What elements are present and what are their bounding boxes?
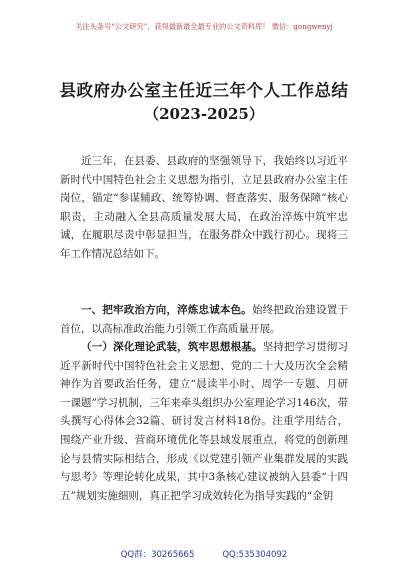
subsection-1-text: 坚持把学习贯彻习近平新时代中国特色社会主义思想、党的二十大及历次全会精神作为首要政治任务，建立“晨读半小时、周学一专题、月研一课题”学习机制，三年来牵头组织办公室理论学习146次，带头撰写心得体会32篇、研讨发言材料18份。注重学用结合，围绕产业升级、营商环境优化等县域发展重点，将党的创新理论与县情实际相结合，形成《以党建引领产业集群发展的实践与思考》等理论转化成果，其中3条核心建议被纳入县委“十四五”规划实施细则，真正把学习成效转化为指导实践的“金钥	[60, 341, 348, 502]
document-title: 县政府办公室主任近三年个人工作总结	[59, 81, 349, 100]
intro-paragraph: 近三年，在县委、县政府的坚强领导下，我始终以习近平新时代中国特色社会主义思想为指引，立足县政府办公室主任岗位，锚定“参谋辅政、统筹协调、督查落实、服务保障”核心职责，主动融入全县高质量发展大局，在政治淬炼中筑牢忠诚，在履职尽责中彰显担当，在服务群众中践行初心。现将三年工作情况总结如下。	[60, 155, 348, 260]
header-note: 关注头条号“公文研究”，获得最新最全最专业的公文资料库！ 微信：gongwenyj	[75, 22, 333, 31]
section-1-heading: 一、把牢政治方向，淬炼忠诚本色。	[81, 304, 252, 316]
footer-qq: QQ:535304092	[222, 550, 288, 560]
section-1-paragraph	[60, 301, 348, 338]
footer-qq-group: QQ群：30265665	[120, 550, 195, 560]
subsection-1-heading: （一）深化理论武装，筑牢思想根基。	[81, 341, 263, 353]
section-1-text: 始终把政治建设置于首位，以高标准政治能力引领工作高质量开展。	[60, 304, 348, 335]
subsection-1-paragraph	[60, 338, 348, 505]
footer-contact	[0, 548, 408, 560]
document-subtitle: （2023-2025）	[144, 105, 264, 123]
